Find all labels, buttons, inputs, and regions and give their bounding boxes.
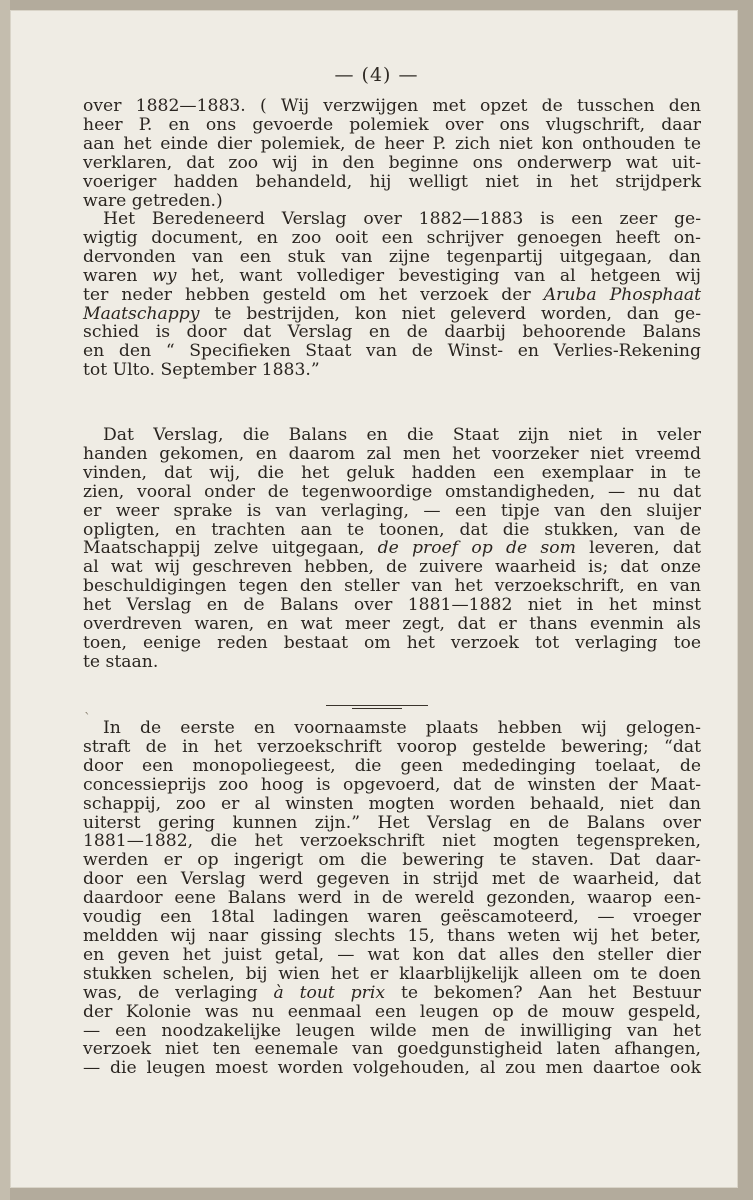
- text-line: al wat wij geschreven hebben, de zuivere waarheid is; dat onze: [83, 557, 701, 578]
- text-line: Dat Verslag, die Balans en die Staat zijn niet in veler: [103, 425, 701, 445]
- text-line: wigtig document, en zoo ooit een schrijver genoegen heeft on-: [83, 227, 701, 248]
- text-line: verzoek niet ten eenemale van goedgunstigheid laten afhangen,: [83, 1039, 701, 1060]
- text-line: Het Beredeneerd Verslag over 1882—1883 is een zeer ge-: [103, 209, 701, 229]
- text-line: stukken schelen, bij wien het er klaarblijkelijk alleen om te doen: [83, 963, 701, 984]
- text-line: vinden, dat wij, die het geluk hadden een exemplaar in te: [83, 462, 701, 483]
- text-line: straft de in het verzoekschrift voorop gestelde bewering; “dat: [83, 736, 701, 757]
- text-line: — een noodzakelijke leugen wilde men de inwilliging van het: [83, 1020, 701, 1041]
- text-line: werden er op ingerigt om die bewering te staven. Dat daar-: [83, 850, 701, 871]
- page-header: — (4) —: [334, 64, 419, 86]
- text-line: schied is door dat Verslag en de daarbij behoorende Balans: [83, 322, 701, 343]
- text-line: — die leugen moest worden volgehouden, al zou men daartoe ook: [83, 1058, 701, 1079]
- text-line: toen, eenige reden bestaat om het verzoek tot verlaging toe: [83, 632, 701, 653]
- section-divider: [326, 705, 428, 706]
- text-line: uiterst gering kunnen zijn.” Het Verslag en de Balans over: [83, 812, 701, 833]
- scan-edge: [0, 0, 10, 1200]
- paper-speck: ˋ: [84, 711, 91, 727]
- text-line: te staan.: [83, 651, 159, 672]
- text-line: ware getreden.): [83, 190, 223, 211]
- text-line: zien, vooral onder de tegenwoordige omstandigheden, — nu dat: [83, 481, 701, 502]
- section-divider-short: [352, 708, 402, 709]
- text-line: handen gekomen, en daarom zal men het voorzeker niet vreemd: [83, 443, 701, 464]
- paragraph-1: [83, 97, 701, 210]
- text-line: meldden wij naar gissing slechts 15, thans weten wij het beter,: [83, 925, 701, 946]
- text-line: het Verslag en de Balans over 1881—1882 niet in het minst: [83, 595, 701, 616]
- text-line: Maatschappy te bestrijden, kon niet geleverd worden, dan ge-: [83, 303, 701, 324]
- text-line: beschuldigingen tegen den steller van het verzoekschrift, en van: [83, 576, 701, 597]
- text-line: Maatschappij zelve uitgegaan, de proef op de som leveren, dat: [83, 538, 701, 559]
- text-line: er weer sprake is van verlaging, — een tipje van den sluijer: [83, 500, 701, 521]
- text-line: schappij, zoo er al winsten mogten worden behaald, niet dan: [83, 793, 701, 814]
- text-line: en den “ Specifieken Staat van de Winst- en Verlies-Rekening: [83, 341, 701, 362]
- text-line: door een monopoliegeest, die geen mededinging toelaat, de: [83, 755, 701, 776]
- text-line: tot Ulto. September 1883.”: [83, 360, 320, 381]
- text-line: ter neder hebben gesteld om het verzoek der Aruba Phosphaat: [83, 284, 701, 305]
- paragraph-4: [83, 719, 701, 1078]
- text-line: door een Verslag werd gegeven in strijd met de waarheid, dat: [83, 869, 701, 890]
- text-line: In de eerste en voornaamste plaats hebben wij gelogen-: [103, 718, 701, 738]
- text-line: heer P. en ons gevoerde polemiek over ons vlugschrift, daar: [83, 114, 701, 135]
- text-line: verklaren, dat zoo wij in den beginne ons onderwerp wat uit-: [83, 152, 701, 173]
- text-line: concessieprijs zoo hoog is opgevoerd, dat de winsten der Maat-: [83, 774, 701, 795]
- text-line: waren wy het, want vollediger bevestiging van al hetgeen wij: [83, 265, 701, 286]
- paragraph-3: [83, 426, 701, 672]
- text-line: daardoor eene Balans werd in de wereld gezonden, waarop een-: [83, 888, 701, 909]
- text-line: aan het einde dier polemiek, de heer P. zich niet kon onthouden te: [83, 133, 701, 154]
- text-line: der Kolonie was nu eenmaal een leugen op de mouw gespeld,: [83, 1001, 701, 1022]
- text-line: voudig een 18tal ladingen waren geëscamoteerd, — vroeger: [83, 907, 701, 928]
- text-line: over 1882—1883. ( Wij verzwijgen met opzet de tusschen den: [83, 96, 701, 116]
- text-line: overdreven waren, en wat meer zegt, dat er thans evenmin als: [83, 614, 701, 635]
- text-line: was, de verlaging à tout prix te bekomen? Aan het Bestuur: [83, 982, 701, 1003]
- text-line: 1881—1882, die het verzoekschrift niet mogten tegenspreken,: [83, 831, 701, 852]
- text-line: voeriger hadden behandeld, hij welligt niet in het strijdperk: [83, 171, 701, 192]
- text-line: en geven het juist getal, — wat kon dat alles den steller dier: [83, 944, 701, 965]
- text-line: opligten, en trachten aan te toonen, dat die stukken, van de: [83, 519, 701, 540]
- text-line: dervonden van een stuk van zijne tegenpartij uitgegaan, dan: [83, 246, 701, 267]
- paragraph-2: [83, 210, 701, 380]
